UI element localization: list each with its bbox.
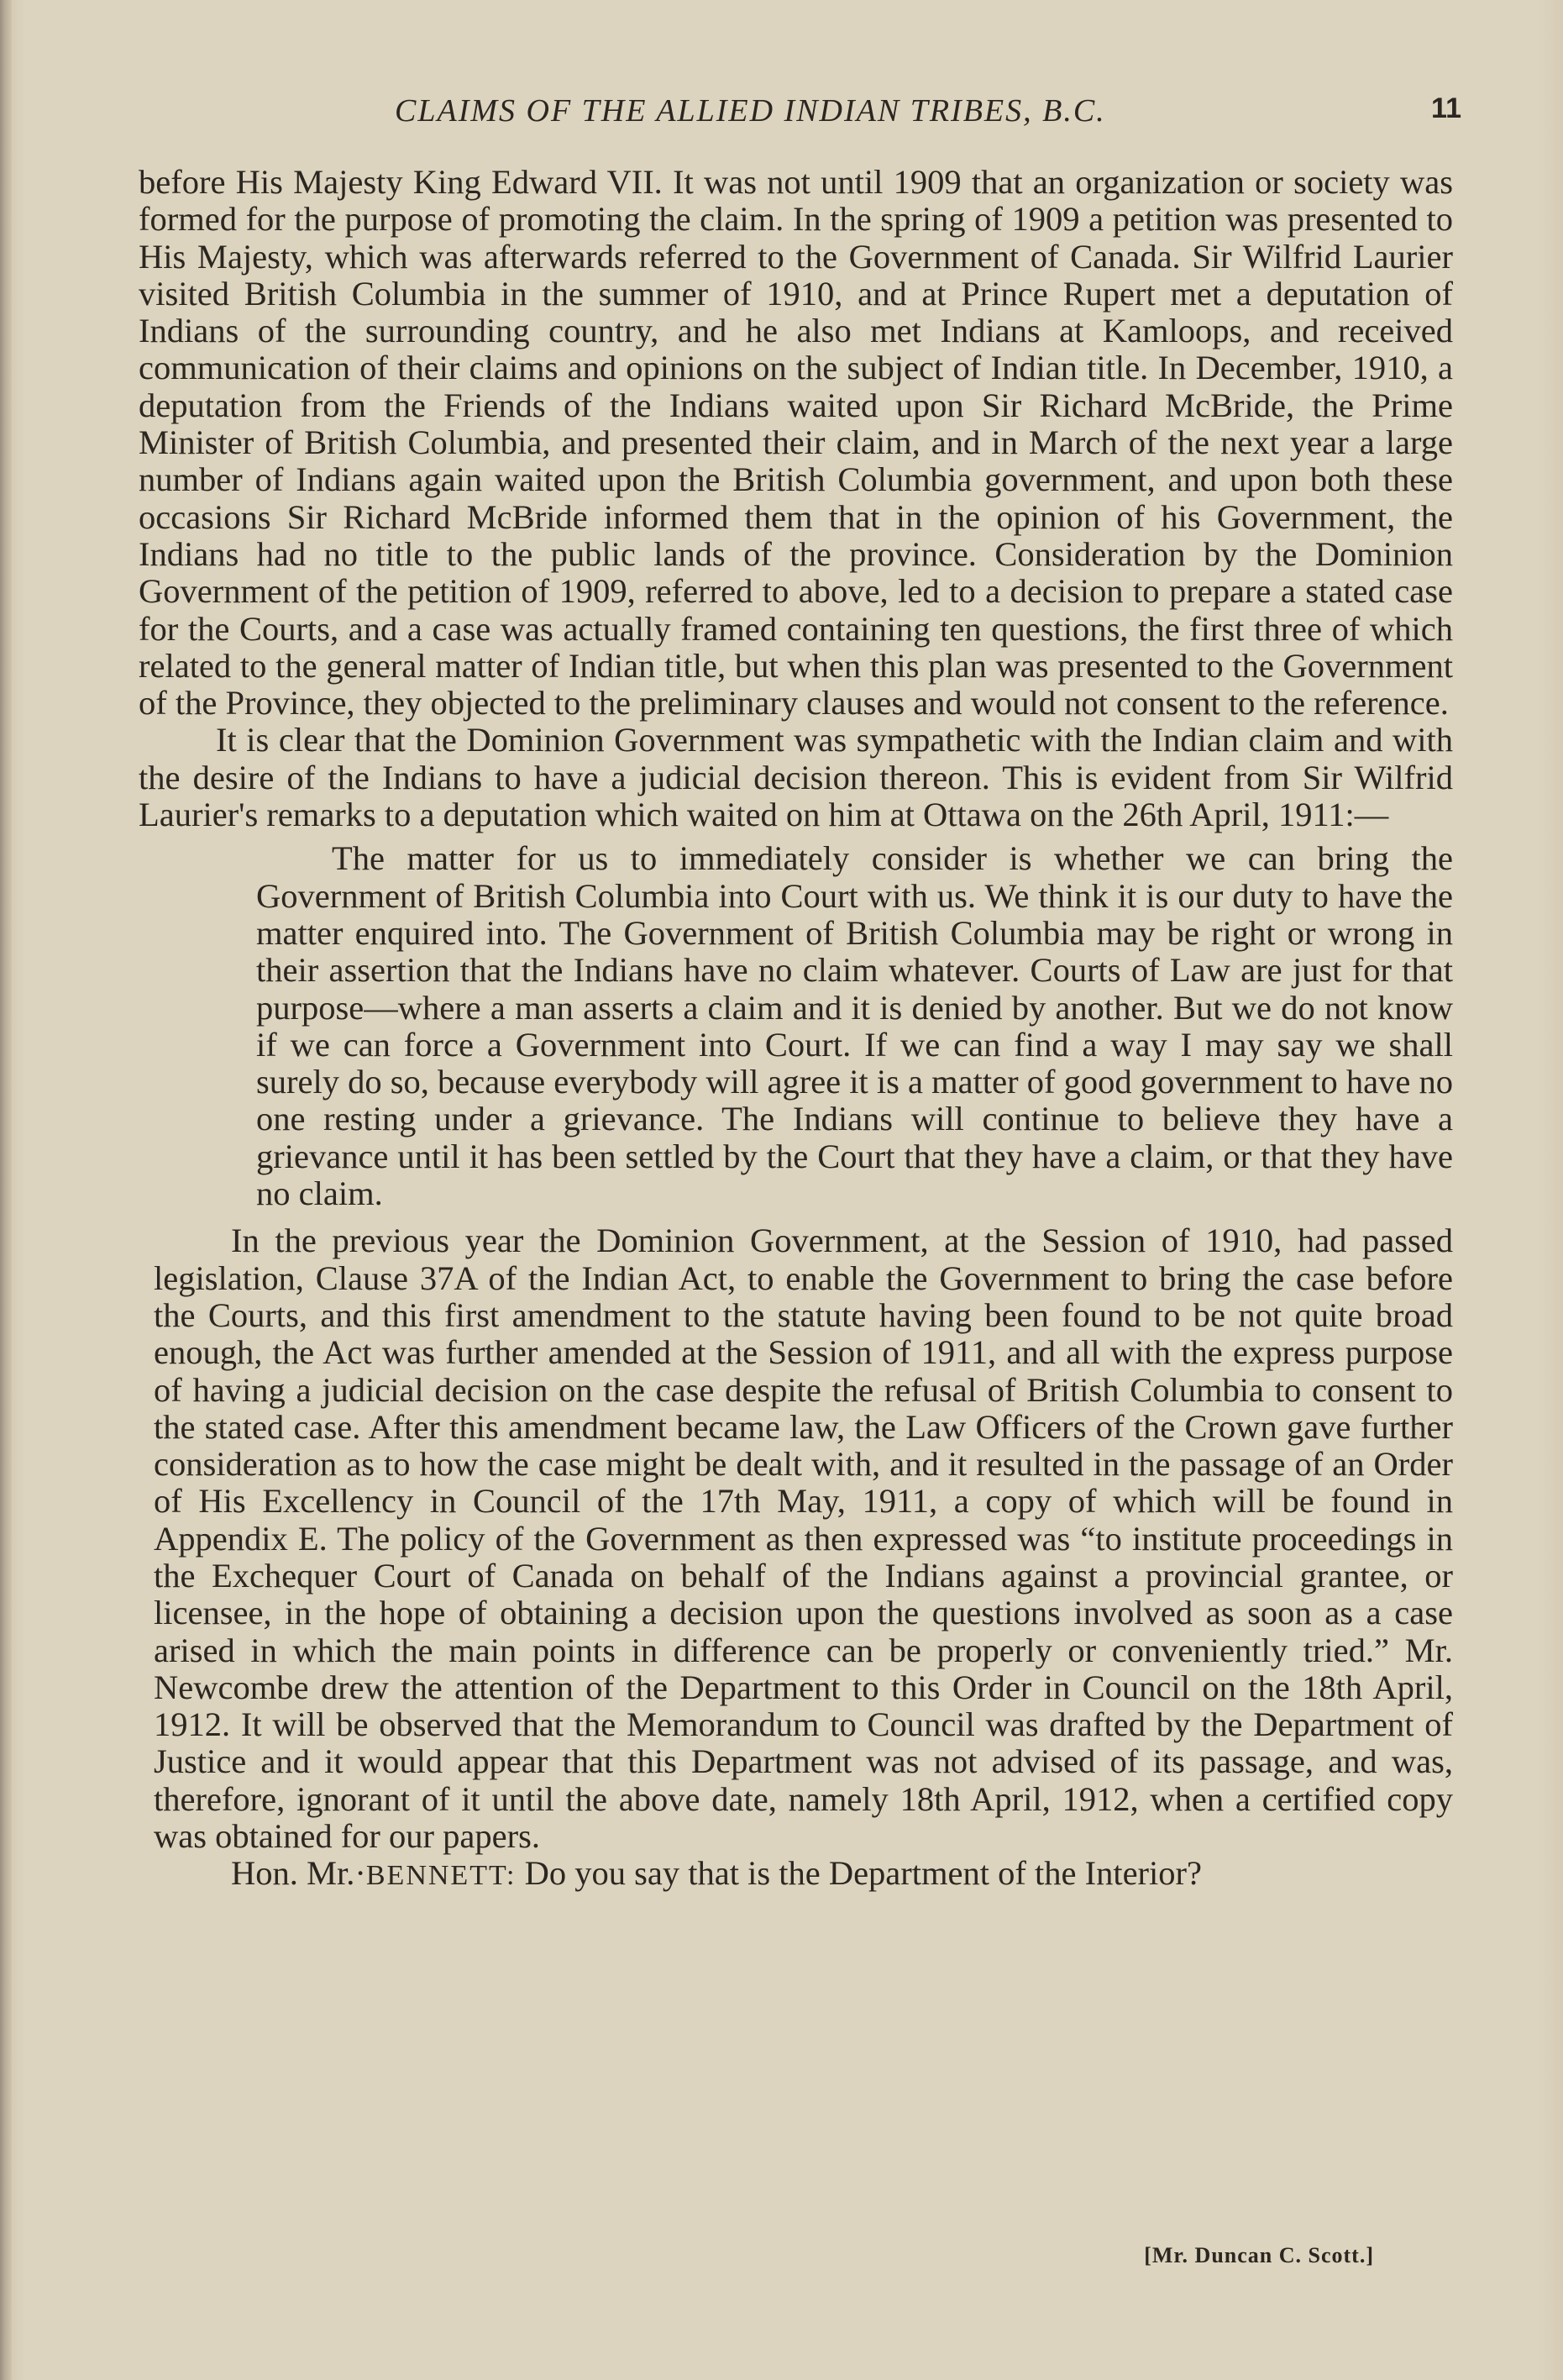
block-quote-laurier: The matter for us to immediately consider is whether we can bring the Government of British Columbia into Court with us. We think it is our duty to have the matter enquired into. The Government of British Columbia may be right or wrong in their assertion that the Indians have no claim whatever. Courts of Law are just for that purpose—where a man asserts a claim and it is denied by another. But we do not know if we can force a Government into Court. If we can find a way I may say we shall surely do so, because everybody will agree it is a matter of good government to have no one resting under a grievance. The Indians will continue to believe they have a grievance until it has been settled by the Court that they have a claim, or that they have no claim. [256, 839, 1453, 1213]
paragraph-dominion-sympathy: It is clear that the Dominion Government was sympathetic with the Indian claim and with the desire of the Indians to have a judicial decision thereon. This is evident from Sir Wilfrid Laurier's remarks to a deputation which waited on him at Ottawa on the 26th April, 1911:— [139, 721, 1453, 834]
body-text [139, 164, 1453, 1895]
speaker-attribution: [Mr. Duncan C. Scott.] [1144, 2243, 1374, 2267]
book-spine-shadow [0, 0, 12, 2380]
speaker-line [139, 1855, 1453, 1894]
speaker-name: BENNETT: [365, 1860, 517, 1892]
running-header [134, 92, 1461, 134]
running-title: CLAIMS OF THE ALLIED INDIAN TRIBES, B.C. [395, 93, 1106, 129]
paragraph-continuation: before His Majesty King Edward VII. It was not until 1909 that an organization or society was formed for the purpose of promoting the claim. In the spring of 1909 a petition was presented to His Majesty, which was afterwards referred to the Government of Canada. Sir Wilfrid Laurier visited British Columbia in the summer of 1910, and at Prince Rupert met a deputation of Indians of the surrounding country, and he also met Indians at Kamloops, and received communication of their claims and opinions on the subject of Indian title. In December, 1910, a deputation from the Friends of the Indians waited upon Sir Richard McBride, the Prime Minister of British Columbia, and presented their claim, and in March of the next year a large number of Indians again waited upon the British Columbia government, and upon both these occasions Sir Richard McBride informed them that in the opinion of his Government, the Indians had no title to the public lands of the province. Consideration by the Dominion Government of the petition of 1909, referred to above, led to a decision to prepare a stated case for the Courts, and a case was actually framed containing ten questions, the first three of which related to the general matter of Indian title, but when this plan was presented to the Government of the Province, they objected to the preliminary clauses and would not consent to the reference. [139, 163, 1453, 722]
speaker-prefix: Hon. Mr.· [231, 1854, 366, 1893]
speaker-question: Do you say that is the Department of the Interior? [516, 1854, 1203, 1893]
page-number: 11 [1431, 92, 1461, 124]
paragraph-legislation: In the previous year the Dominion Government, at the Session of 1910, had passed legislation, Clause 37A of the Indian Act, to enable the Government to bring the case before the Courts, and this first amendment to the statute having been found to be not quite broad enough, the Act was further amended at the Session of 1911, and all with the express purpose of having a judicial decision on the case despite the refusal of British Columbia to consent to the stated case. After this amendment became law, the Law Officers of the Crown gave further consideration as to how the case might be dealt with, and it resulted in the passage of an Order of His Excellency in Council of the 17th May, 1911, a copy of which will be found in Appendix E. The policy of the Government as then expressed was “to institute proceedings in the Exchequer Court of Canada on behalf of the Indians against a provincial grantee, or licensee, in the hope of obtaining a decision upon the questions involved as soon as a case arised in which the main points in difference can be properly or conveniently tried.” Mr. Newcombe drew the attention of the Department to this Order in Council on the 18th April, 1912. It will be observed that the Memorandum to Council was drafted by the Department of Justice and it would appear that this Department was not advised of its passage, and was, therefore, ignorant of it until the above date, namely 18th April, 1912, when a certified copy was obtained for our papers. [154, 1222, 1453, 1856]
